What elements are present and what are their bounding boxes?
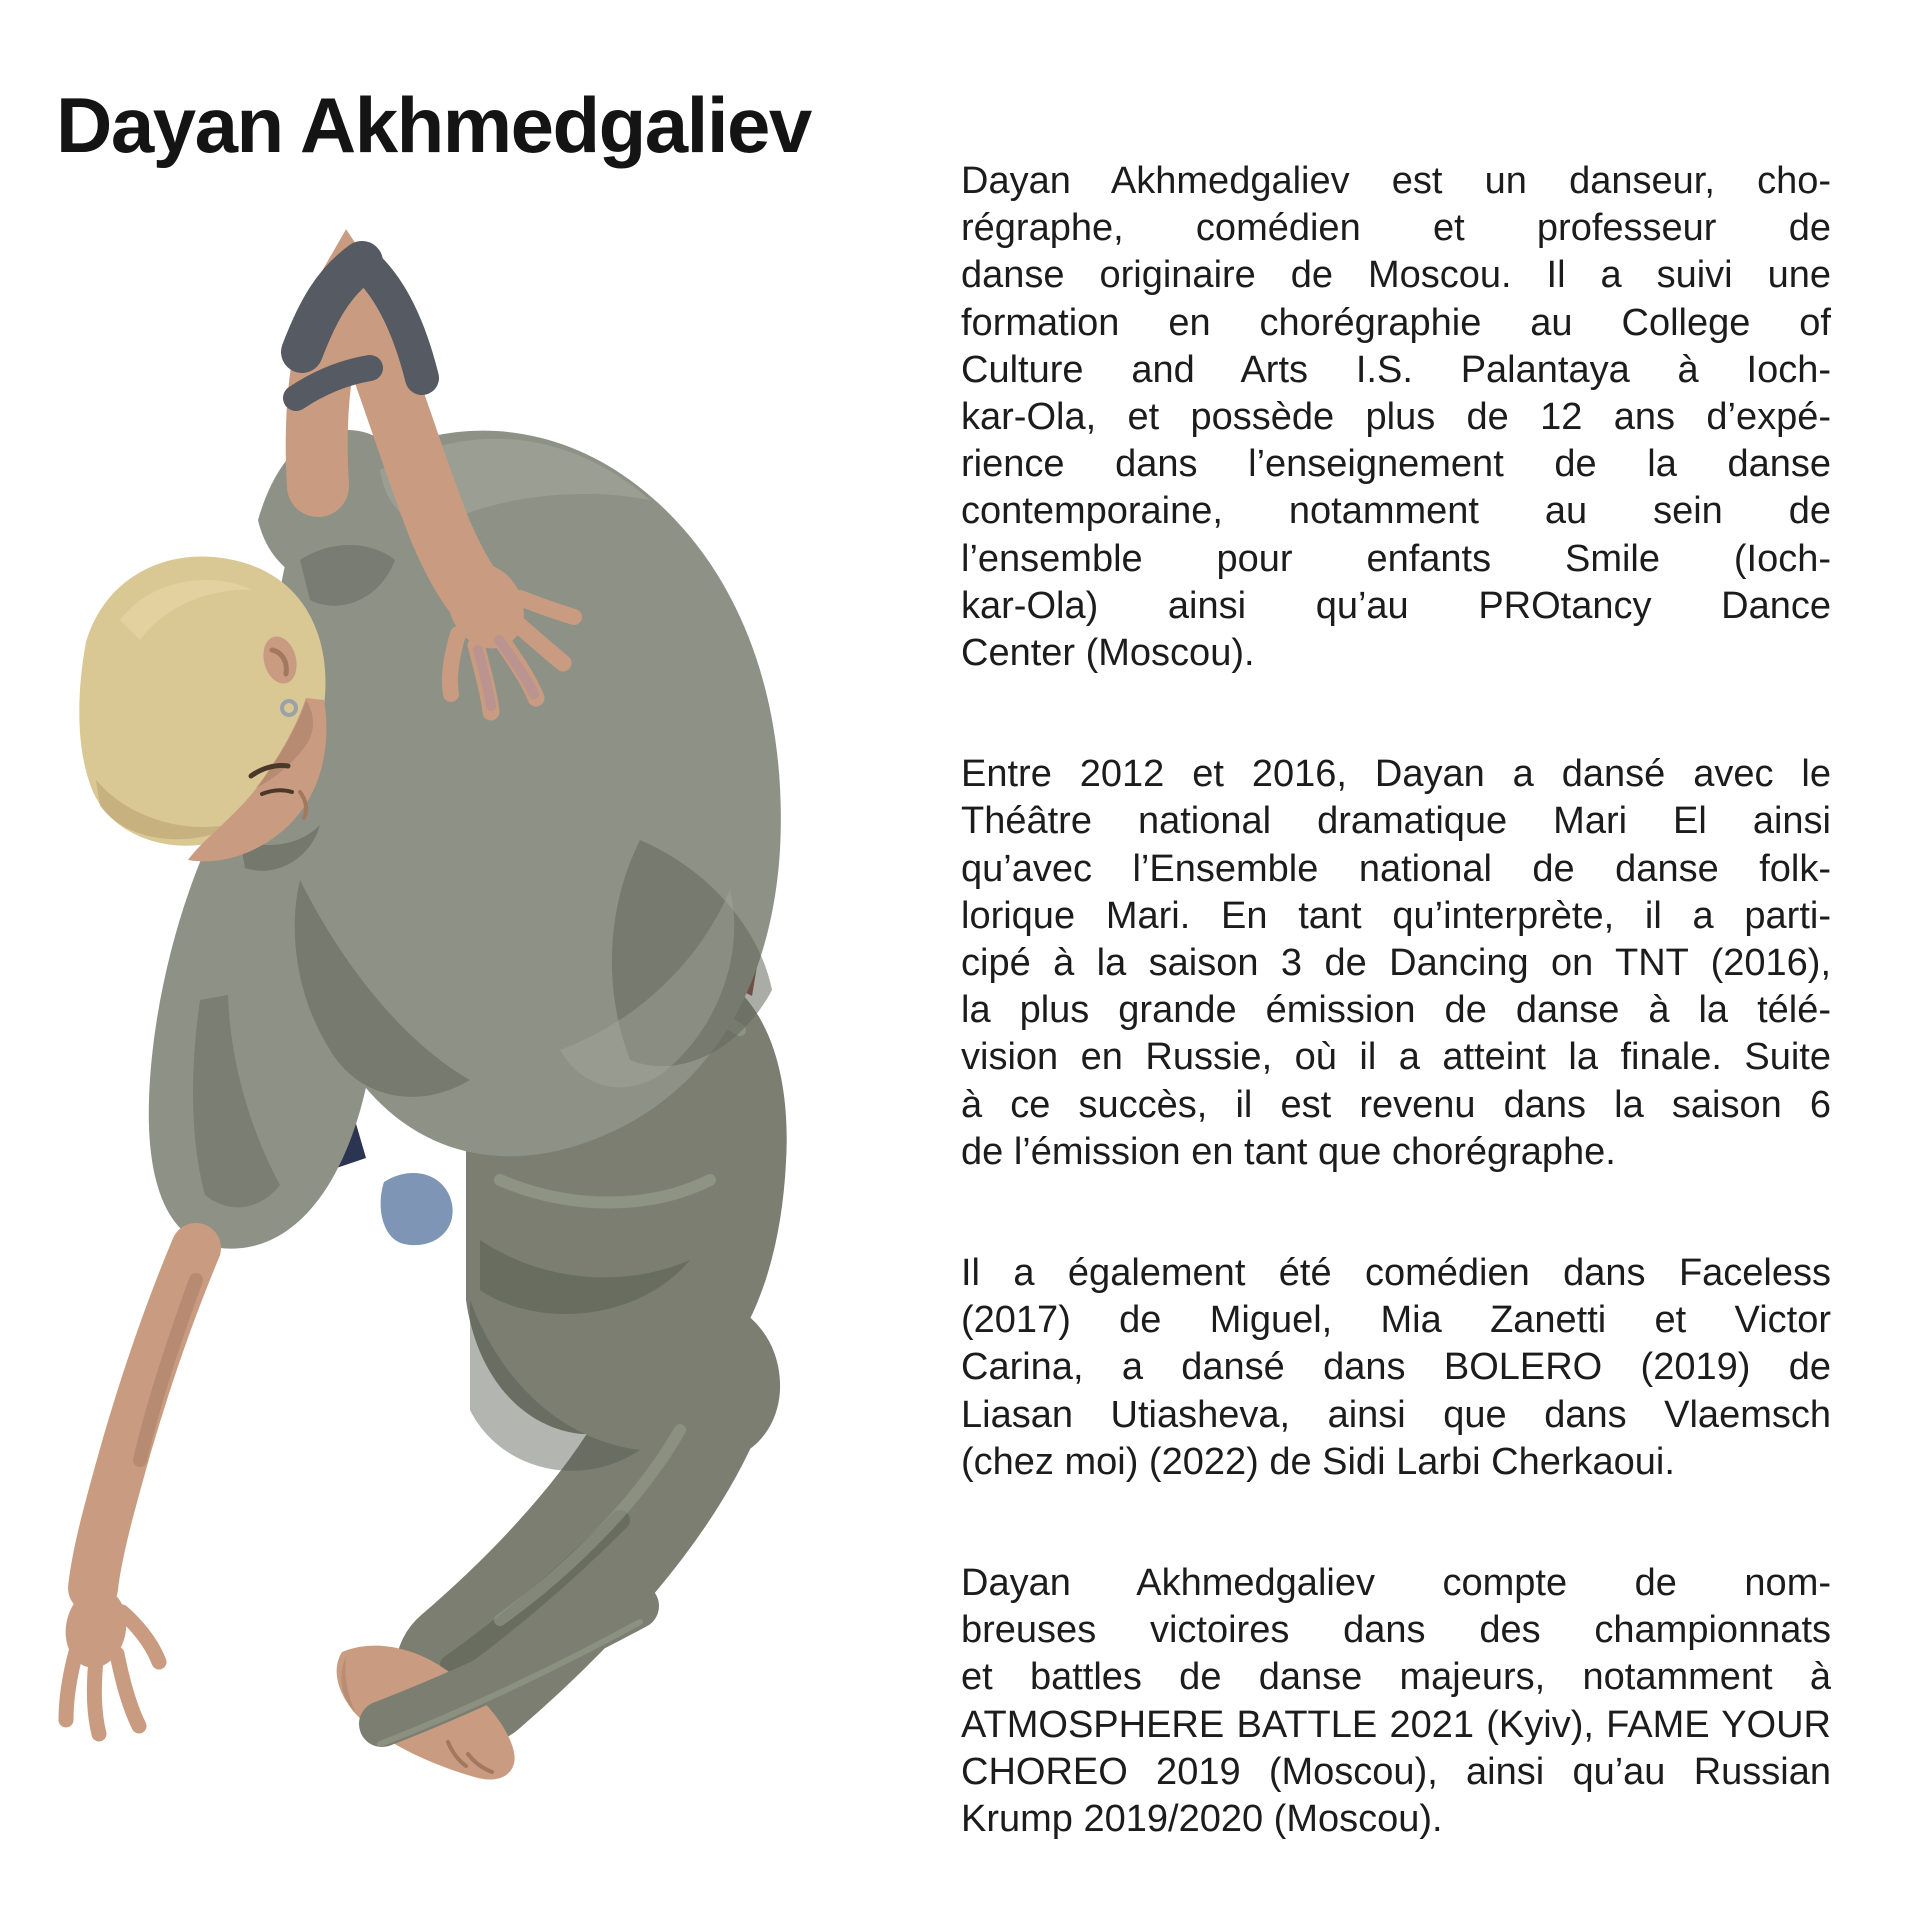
paragraph-line: Dayan Akhmedgaliev est un danseur, cho-: [961, 160, 1831, 202]
paragraph-line: Il a également été comédien dans Faceless: [961, 1252, 1831, 1295]
paragraph-line: lorique Mari. En tant qu’interprète, il a parti-: [961, 894, 1831, 937]
bio-paragraph-2: [961, 751, 1831, 1176]
paragraph-line: Entre 2012 et 2016, Dayan a dansé avec le: [961, 753, 1831, 796]
paragraph-line: l’ensemble pour enfants Smile (Ioch-: [961, 537, 1831, 580]
paragraph-line: Carina, a dansé dans BOLERO (2019) de: [961, 1346, 1831, 1389]
dancer-head: [79, 556, 326, 870]
dancer-left-hand: [60, 1583, 159, 1734]
paragraph-line: danse originaire de Moscou. Il a suivi une: [961, 254, 1831, 297]
paragraph-line: qu’avec l’Ensemble national de danse folk-: [961, 847, 1831, 890]
paragraph-line: (2017) de Miguel, Mia Zanetti et Victor: [961, 1299, 1831, 1342]
background-object-blue: [381, 1173, 453, 1245]
paragraph-line: Théâtre national dramatique Mari El ainsi: [961, 800, 1831, 843]
dancer-left-arm: [60, 1248, 196, 1734]
bio-paragraph-3: [961, 1250, 1831, 1486]
paragraph-line: la plus grande émission de danse à la télé-: [961, 989, 1831, 1032]
dancer-photo: [0, 190, 800, 1820]
paragraph-line: breuses victoires dans des championnats: [961, 1609, 1831, 1652]
paragraph-line: régraphe, comédien et professeur de: [961, 207, 1831, 250]
paragraph-line: à ce succès, il est revenu dans la saison 6: [961, 1083, 1831, 1126]
paragraph-line: kar-Ola, et possède plus de 12 ans d’expé-: [961, 396, 1831, 439]
paragraph-line: Center (Moscou).: [961, 632, 1255, 675]
paragraph-line: (chez moi) (2022) de Sidi Larbi Cherkaoui.: [961, 1440, 1675, 1483]
paragraph-line: et battles de danse majeurs, notamment à: [961, 1656, 1831, 1699]
paragraph-line: contemporaine, notamment au sein de: [961, 490, 1831, 533]
paragraph-line: CHOREO 2019 (Moscou), ainsi qu’au Russian: [961, 1750, 1831, 1793]
bio-paragraph-1: [961, 158, 1831, 677]
paragraph-line: ATMOSPHERE BATTLE 2021 (Kyiv), FAME YOUR: [961, 1703, 1831, 1746]
paragraph-line: Dayan Akhmedgaliev compte de nom-: [961, 1562, 1831, 1605]
paragraph-line: rience dans l’enseignement de la danse: [961, 443, 1831, 486]
paragraph-line: Culture and Arts I.S. Palantaya à Ioch-: [961, 348, 1831, 391]
page-title: Dayan Akhmedgaliev: [56, 81, 811, 169]
paragraph-line: formation en chorégraphie au College of: [961, 301, 1831, 344]
bio-paragraph-4: [961, 1560, 1831, 1843]
bio-text-column: [961, 158, 1831, 1843]
paragraph-line: Liasan Utiasheva, ainsi que dans Vlaemsch: [961, 1393, 1831, 1436]
paragraph-line: Krump 2019/2020 (Moscou).: [961, 1798, 1443, 1841]
paragraph-line: cipé à la saison 3 de Dancing on TNT (2016),: [961, 942, 1831, 985]
paragraph-line: de l’émission en tant que chorégraphe.: [961, 1130, 1616, 1173]
paragraph-line: kar-Ola) ainsi qu’au PROtancy Dance: [961, 584, 1831, 627]
paragraph-line: vision en Russie, où il a atteint la finale. Suite: [961, 1036, 1831, 1079]
